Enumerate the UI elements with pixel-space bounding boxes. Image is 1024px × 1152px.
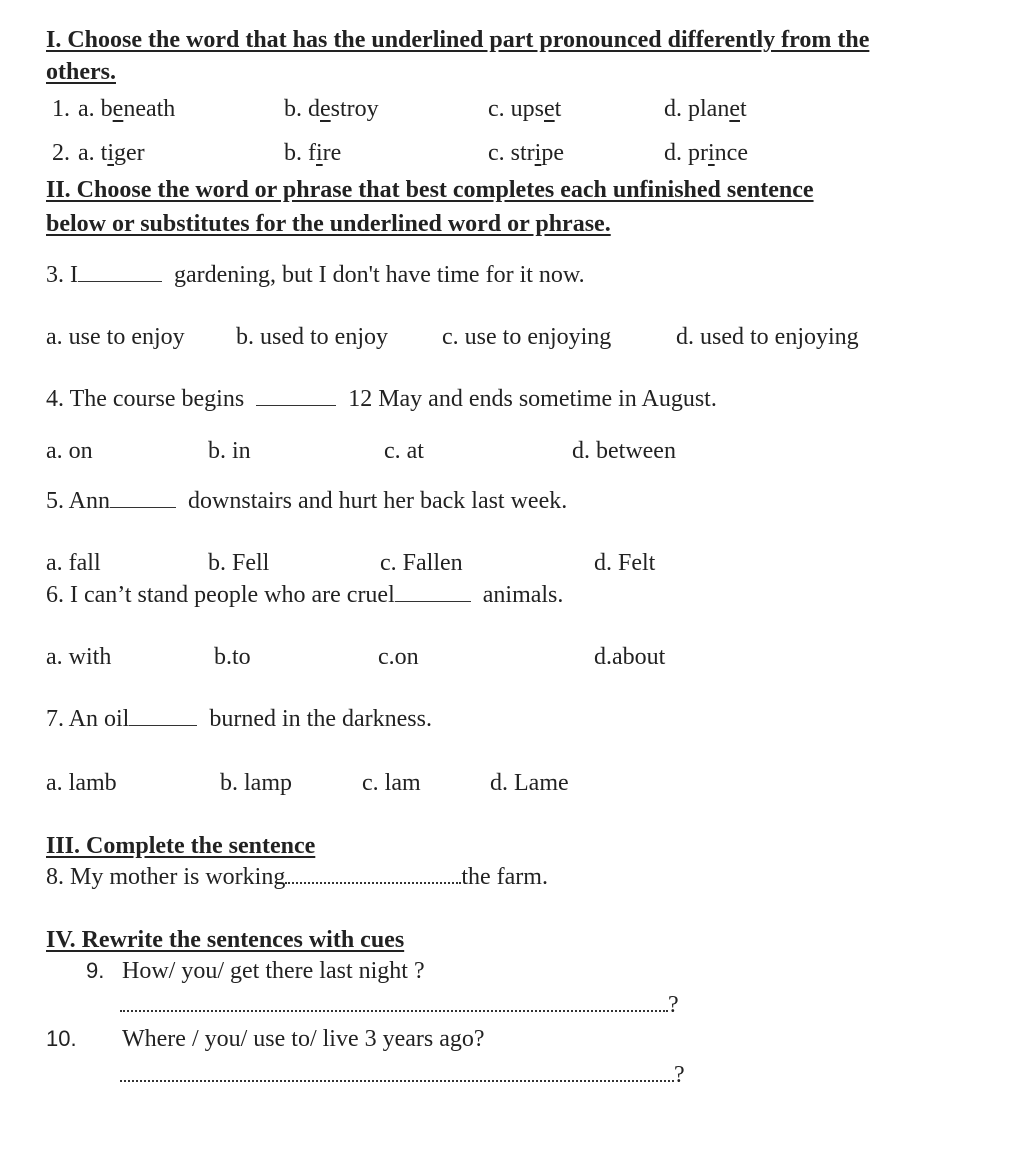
q4-option-c: c. at <box>384 438 424 464</box>
q1-option-d: d. planet <box>664 96 747 122</box>
q3-sentence: 3. I gardening, but I don't have time for it now. <box>46 262 585 288</box>
section-2-heading-line1: II. Choose the word or phrase that best completes each unfinished sentence <box>46 177 814 203</box>
q1-option-a: a. beneath <box>78 96 176 122</box>
q2-option-a: a. tiger <box>78 140 145 166</box>
q7-sentence: 7. An oil burned in the darkness. <box>46 706 432 732</box>
q2-option-b: b. fire <box>284 140 342 166</box>
q6-blank <box>395 581 471 602</box>
q4-option-d: d. between <box>572 438 676 464</box>
q3-option-c: c. use to enjoying <box>442 324 612 350</box>
q9-cue: How/ you/ get there last night ? <box>122 958 425 984</box>
q6-option-c: c.on <box>378 644 419 670</box>
q4-option-a: a. on <box>46 438 93 464</box>
q3-option-a: a. use to enjoy <box>46 324 185 350</box>
q6-option-b: b.to <box>214 644 251 670</box>
q5-option-c: c. Fallen <box>380 550 463 576</box>
q5-option-d: d. Felt <box>594 550 656 576</box>
q5-option-a: a. fall <box>46 550 101 576</box>
q9-answer-line: ? <box>120 990 679 1020</box>
q7-option-c: c. lam <box>362 770 421 796</box>
q8-blank <box>285 862 461 884</box>
q4-sentence: 4. The course begins 12 May and ends sometime in August. <box>46 386 717 412</box>
q1-option-c: c. upset <box>488 96 562 122</box>
q10-answer-line: ? <box>120 1060 685 1090</box>
q10-dotted-line <box>120 1060 674 1082</box>
q5-blank <box>110 487 176 508</box>
q4-blank <box>256 385 336 406</box>
section-3-heading: III. Complete the sentence <box>46 833 316 859</box>
q3-blank <box>78 261 162 282</box>
q6-option-a: a. with <box>46 644 112 670</box>
q10-number: 10. <box>46 1026 77 1051</box>
q5-option-b: b. Fell <box>208 550 270 576</box>
q7-option-d: d. Lame <box>490 770 569 796</box>
q6-sentence: 6. I can’t stand people who are cruel animals. <box>46 582 564 608</box>
q10-cue: Where / you/ use to/ live 3 years ago? <box>122 1026 485 1052</box>
q2-number: 2. <box>52 140 70 166</box>
section-1-heading-line2: others. <box>46 59 116 85</box>
q1-number: 1. <box>52 96 70 122</box>
q7-option-b: b. lamp <box>220 770 292 796</box>
q6-option-d: d.about <box>594 644 666 670</box>
q8-sentence: 8. My mother is working the farm. <box>46 864 548 890</box>
q5-sentence: 5. Ann downstairs and hurt her back last week. <box>46 488 568 514</box>
q1-option-b: b. destroy <box>284 96 379 122</box>
q2-option-d: d. prince <box>664 140 748 166</box>
section-1-heading-line1: I. Choose the word that has the underlined part pronounced differently from the <box>46 27 870 53</box>
q2-option-c: c. stripe <box>488 140 564 166</box>
q9-number: 9. <box>86 958 105 983</box>
q3-option-d: d. used to enjoying <box>676 324 859 350</box>
q4-option-b: b. in <box>208 438 251 464</box>
q7-blank <box>129 705 197 726</box>
q9-dotted-line <box>120 990 668 1012</box>
q3-option-b: b. used to enjoy <box>236 324 388 350</box>
q7-option-a: a. lamb <box>46 770 117 796</box>
section-2-heading-line2: below or substitutes for the underlined word or phrase. <box>46 211 611 237</box>
section-4-heading: IV. Rewrite the sentences with cues <box>46 927 405 953</box>
